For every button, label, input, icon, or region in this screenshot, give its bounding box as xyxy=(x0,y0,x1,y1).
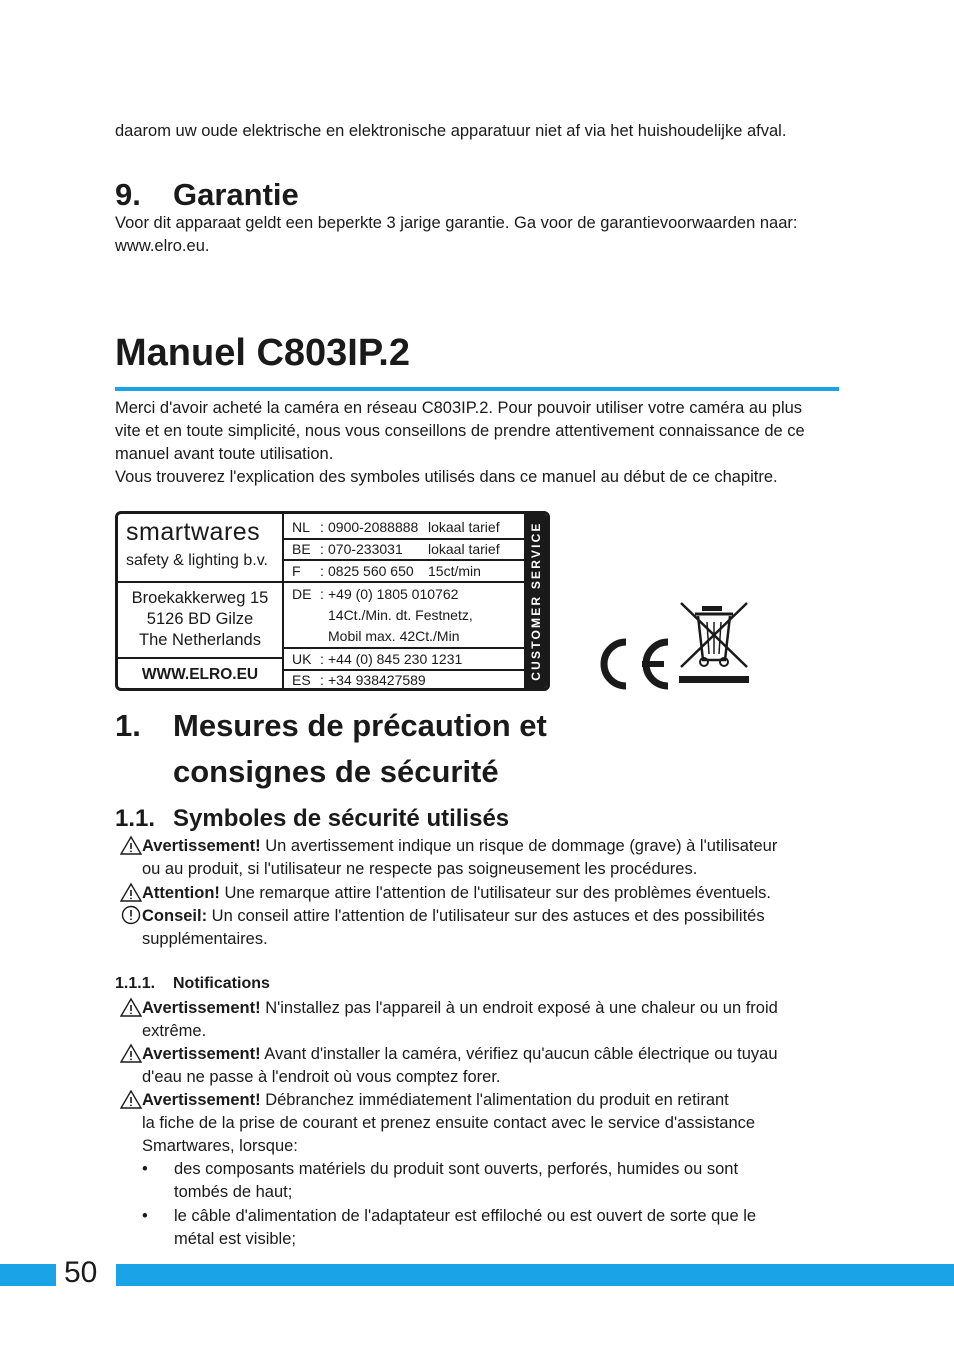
company-address xyxy=(118,588,282,651)
bullet-item: • des composants matériels du produit sont ouverts, perforés, humides ou sont tombés de haut; xyxy=(142,1160,739,1201)
divider xyxy=(118,581,282,583)
section1-title-line2: consignes de sécurité xyxy=(173,754,499,789)
ce-mark-icon xyxy=(592,636,674,692)
symbol-item-conseil: Conseil: Un conseil attire l'attention de l'utilisateur sur des astuces et des possibilités supplémentaires. xyxy=(115,905,845,951)
garantie-body: Voor dit apparaat geldt een beperkte 3 jarige garantie. Ga voor de garantievoorwaarden naar: www.elro.eu. xyxy=(115,214,798,255)
address-line: 5126 BD Gilze xyxy=(146,610,254,628)
customer-service-label: CUSTOMER SERVICE xyxy=(524,514,547,688)
page-number: 50 xyxy=(64,1256,98,1289)
intro-paragraph: daarom uw oude elektrische en elektronische apparatuur niet af via het huishoudelijke afval. xyxy=(115,122,787,140)
manual-intro-p2: Vous trouverez l'explication des symboles utilisés dans ce manuel au début de ce chapitre. xyxy=(115,468,778,486)
brand-name: smartwares xyxy=(126,518,261,546)
manual-intro-p1: Merci d'avoir acheté la caméra en réseau C803IP.2. Pour pouvoir utiliser votre caméra au plus vite et en toute simplicité, nous vous conseillons de prendre attentivement connaissance de ce manuel avant toute utilisation. xyxy=(115,399,805,463)
address-line: The Netherlands xyxy=(139,631,261,649)
notification-item: Avertissement! Débranchez immédiatement l'alimentation du produit en retirant la fiche de la prise de courant et prenez ensuite contact avec le service d'assistance Smartwares, lorsque: xyxy=(115,1089,845,1158)
section11-title: Symboles de sécurité utilisés xyxy=(173,805,510,832)
section1-number: 1. xyxy=(115,708,141,743)
brand-subtitle: safety & lighting b.v. xyxy=(126,552,268,569)
divider xyxy=(118,657,282,659)
warning-triangle-icon xyxy=(120,835,142,855)
section1-title-line1: Mesures de précaution et xyxy=(173,708,547,743)
warning-triangle-icon xyxy=(120,997,142,1017)
address-line: Broekakkerweg 15 xyxy=(131,589,269,607)
bullet-item: • le câble d'alimentation de l'adaptateur est effiloché ou est ouvert de sorte que le métal est visible; xyxy=(142,1207,757,1248)
warning-triangle-icon xyxy=(120,882,142,902)
garantie-title: Garantie xyxy=(173,177,299,212)
company-info xyxy=(118,514,284,688)
warning-triangle-icon xyxy=(120,1089,142,1109)
warning-triangle-icon xyxy=(120,1043,142,1063)
phone-list: NL : 0900-2088888 lokaal tarief BE : 070-233031 lokaal tarief F : 0825 560 650 15ct/min DE : +49 (0) 1805 010762 14Ct./Min. dt. Festnetz, Mobil max. 42Ct./Min UK : +44 (0) 845 230 1231 ES : +34 938427589 xyxy=(284,514,524,688)
info-circle-icon xyxy=(120,905,142,925)
customer-service-box xyxy=(115,511,550,691)
notification-item: Avertissement! Avant d'installer la caméra, vérifiez qu'aucun câble électrique ou tuyau d'eau ne passe à l'endroit où vous comptez forer. xyxy=(115,1043,845,1089)
symbol-item-warning: Avertissement! Un avertissement indique un risque de dommage (grave) à l'utilisateur ou au produit, si l'utilisateur ne respecte pas soigneusement les procédures. xyxy=(115,835,845,881)
symbol-item-attention: Attention! Une remarque attire l'attention de l'utilisateur sur des problèmes éventuels. xyxy=(115,882,845,905)
section111-title: Notifications xyxy=(173,975,270,992)
notification-item: Avertissement! N'installez pas l'appareil à un endroit exposé à une chaleur ou un froid extrême. xyxy=(115,997,845,1043)
section111-number: 1.1.1. xyxy=(115,975,156,992)
website: WWW.ELRO.EU xyxy=(141,666,259,683)
manual-title: Manuel C803IP.2 xyxy=(115,332,411,374)
section11-number: 1.1. xyxy=(115,805,156,832)
footer-band xyxy=(0,1264,954,1286)
title-rule xyxy=(115,387,839,391)
weee-bin-icon xyxy=(678,600,750,686)
garantie-number: 9. xyxy=(115,177,141,212)
